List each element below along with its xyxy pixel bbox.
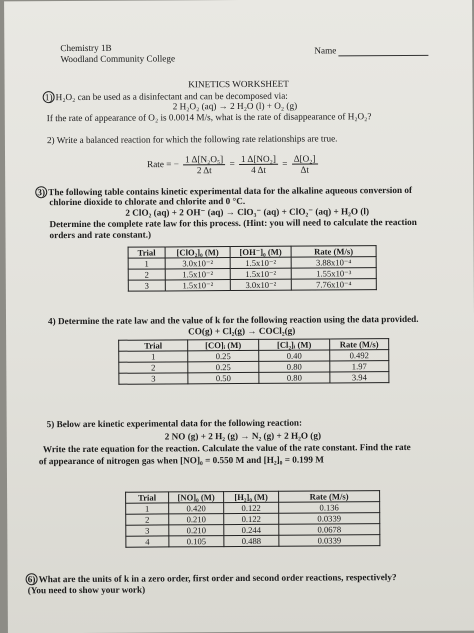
- question-4-equation: CO(g) + Cl₂(g) → COCl₂(g): [188, 325, 296, 337]
- table-cell: 1.5x10⁻²: [165, 269, 230, 280]
- question-5-line-2: of appearance of nitrogen gas when [NO]₀ = 0.550 M and [H₂]₀ = 0.199 M: [38, 454, 324, 467]
- table-cell: 0.50: [188, 372, 259, 383]
- table-cell: 3: [128, 280, 165, 291]
- table-cell: 0.122: [224, 502, 279, 513]
- table-cell: 1.5x10⁻²: [165, 280, 230, 291]
- name-label: Name: [314, 45, 337, 56]
- question-2-rate-expression: Rate = − $\frac{\text{1 Δ[N₂O₅]}}{2 \Delta t}$ = $\frac{\text{1 Δ[NO₂]}}{4 \Delta t}$ = $\frac{\text{Δ[O₂]}}{\Delta t}$: [147, 154, 320, 176]
- table-cell: 1: [126, 503, 169, 514]
- table-cell: 0.0339: [279, 535, 380, 547]
- question-3-line-1: 3) The following table contains kinetic experimental data for the alkaline aqueous conversion of: [35, 184, 412, 198]
- table-cell: 2: [119, 362, 188, 373]
- table-cell: 1.5x10⁻²: [230, 257, 291, 268]
- column-header: Rate (M/s): [291, 246, 376, 258]
- column-header: Rate (M/s): [279, 491, 380, 503]
- table-cell: 0.25: [188, 361, 259, 372]
- question-1-number: 1): [43, 91, 55, 103]
- question-5-text: 5) Below are kinetic experimental data for the following reaction:: [46, 417, 303, 430]
- table-cell: 1.5x10⁻²: [230, 268, 291, 279]
- question-4-table: [118, 338, 389, 385]
- table-cell: 0.492: [330, 350, 389, 361]
- column-header: [Cl₂]ᵢ (M): [259, 339, 330, 350]
- question-3-number: 3): [35, 186, 47, 198]
- table-cell: 0.244: [224, 524, 279, 535]
- table-cell: 0.80: [259, 361, 330, 372]
- column-header: Trial: [128, 247, 165, 258]
- table-cell: 3: [126, 525, 169, 536]
- question-3-table: [128, 245, 377, 292]
- table-cell: 3.94: [330, 372, 389, 383]
- rate-fraction-n2o5: $\frac{\text{1 Δ[N₂O₅]}}{2 \Delta t}$: [183, 154, 225, 175]
- table-cell: 0.40: [259, 350, 330, 361]
- question-6-line-2: (You need to show your work): [27, 584, 146, 596]
- table-cell: 2: [128, 269, 165, 280]
- course-name: Chemistry 1B: [60, 42, 112, 54]
- table-cell: 1.55x10⁻³: [291, 268, 376, 280]
- question-3-line-3: Determine the complete rate law for this process. (Hint: you will need to calculate the reaction: [49, 216, 417, 230]
- table-cell: 2: [126, 514, 169, 525]
- question-3-equation: 2 ClO₂ (aq) + 2 OH⁻ (aq) → ClO₃⁻ (aq) + ClO₂⁻ (aq) + H₂O (l): [125, 206, 370, 218]
- question-5-table: [125, 490, 380, 548]
- table-cell: 0.210: [169, 525, 224, 536]
- college-name: Woodland Community College: [60, 53, 176, 65]
- table-cell: 0.0339: [279, 513, 380, 525]
- question-6-line-1: 6) What are the units of k in a zero order, first order and second order reactions, respectively?: [26, 571, 397, 585]
- column-header: [OH⁻]₀ (M): [230, 246, 291, 257]
- table-cell: 0.488: [224, 535, 279, 546]
- table-header-row: [126, 491, 380, 504]
- table-row: [128, 279, 376, 292]
- table-cell: 1.97: [330, 361, 389, 372]
- table-cell: 0.105: [169, 536, 224, 547]
- question-1-line-2: If the rate of appearance of O₂ is 0.0014 M/s, what is the rate of disappearance of H₂O₂?: [46, 111, 372, 124]
- worksheet-title: KINETICS WORKSHEET: [188, 78, 289, 90]
- table-cell: 7.76x10⁻⁴: [291, 279, 376, 291]
- table-cell: 3: [119, 373, 188, 384]
- question-3-line-2: chlorine dioxide to chlorate and chlorite and 0 °C.: [49, 195, 246, 208]
- column-header: Trial: [126, 492, 169, 503]
- table-row: [119, 372, 389, 385]
- table-cell: 0.122: [224, 513, 279, 524]
- question-5-line-1: Write the rate equation for the reaction. Calculate the value of the rate constant. Find the rate: [42, 441, 411, 455]
- table-cell: 3.0x10⁻²: [165, 258, 230, 269]
- table-cell: 0.210: [169, 514, 224, 525]
- question-2-text: 2) Write a balanced reaction for which the following rate relationships are true.: [46, 133, 338, 146]
- table-cell: 4: [126, 536, 169, 547]
- question-4-text: 4) Determine the rate law and the value of k for the following reaction using the data provided.: [47, 313, 419, 327]
- question-1-equation: 2 H₂O₂ (aq) → 2 H₂O (l) + O₂ (g): [172, 100, 298, 112]
- question-1-line-1: 1) H₂O₂ can be used as a disinfectant and can be decomposed via:: [43, 90, 288, 103]
- rate-fraction-no2: $\frac{\text{1 Δ[NO₂]}}{4 \Delta t}$: [239, 154, 278, 175]
- table-cell: 3.88x10⁻⁴: [291, 257, 376, 269]
- table-cell: 0.420: [169, 503, 224, 514]
- table-row: [128, 268, 376, 281]
- rate-fraction-o2: $\frac{\text{Δ[O₂]}}{\Delta t}$: [292, 154, 318, 175]
- name-blank-line: [338, 46, 428, 57]
- table-cell: 1: [119, 351, 188, 362]
- table-cell: 1: [128, 258, 165, 269]
- column-header: [H₂]₀ (M): [224, 491, 279, 502]
- question-3-line-4: orders and rate constant.): [49, 229, 152, 241]
- table-cell: 0.136: [279, 502, 380, 514]
- table-cell: 0.80: [259, 372, 330, 383]
- table-header-row: [128, 246, 376, 259]
- column-header: Rate (M/s): [330, 339, 389, 350]
- question-5-equation: 2 NO (g) + 2 H₂ (g) → N₂ (g) + 2 H₂O (g): [164, 430, 322, 442]
- table-row: [128, 257, 376, 270]
- worksheet-page: [4, 0, 474, 633]
- rate-label: Rate = −: [147, 158, 179, 170]
- name-field: [314, 45, 428, 57]
- table-cell: 0.0678: [279, 524, 380, 536]
- column-header: [CO]ᵢ (M): [188, 339, 259, 350]
- table-cell: 3.0x10⁻²: [230, 279, 291, 290]
- column-header: [NO]₀ (M): [169, 492, 224, 503]
- table-cell: 0.25: [188, 350, 259, 361]
- column-header: [ClO₂]₀ (M): [165, 247, 230, 258]
- table-row: [126, 535, 380, 548]
- column-header: Trial: [119, 340, 188, 351]
- question-6-number: 6): [26, 573, 38, 585]
